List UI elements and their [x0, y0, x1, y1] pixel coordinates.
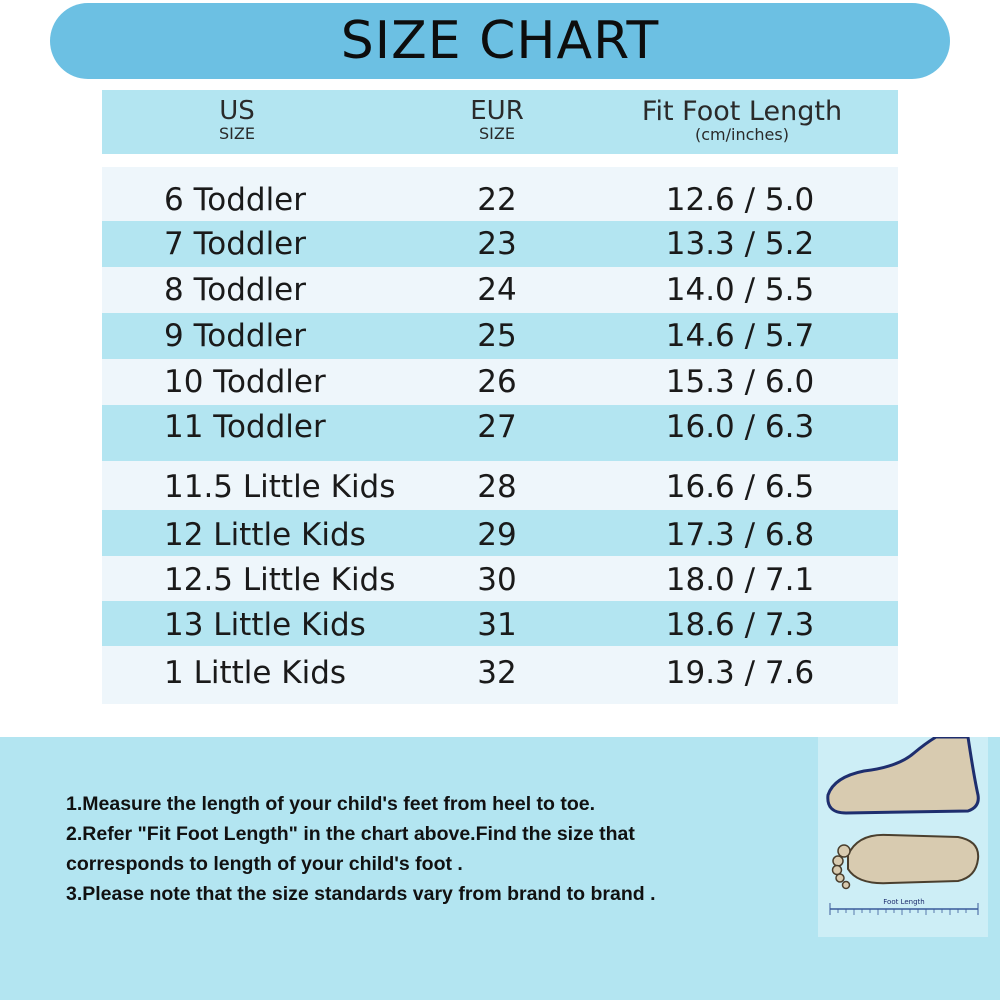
table-row	[102, 510, 898, 556]
foot-length-cell: 12.6 / 5.0	[665, 182, 815, 218]
instruction-line: 2.Refer "Fit Foot Length" in the chart above.Find the size that	[66, 823, 635, 845]
eur-size-cell: 26	[477, 364, 517, 400]
measurement-instructions	[66, 789, 796, 909]
foot-length-cell: 18.0 / 7.1	[665, 562, 815, 598]
header-fit-label: Fit Foot Length	[641, 96, 843, 127]
foot-length-cell: 16.6 / 6.5	[665, 469, 815, 505]
us-size-cell: 13 Little Kids	[164, 607, 366, 643]
foot-length-label: Foot Length	[883, 898, 925, 906]
eur-size-cell: 30	[477, 562, 517, 598]
foot-length-cell: 13.3 / 5.2	[665, 226, 815, 262]
eur-size-cell: 31	[477, 607, 517, 643]
table-row	[102, 167, 898, 221]
table-row	[102, 646, 898, 704]
header-us-label: US	[219, 96, 255, 126]
header-eur-sublabel: SIZE	[479, 124, 515, 143]
eur-size-cell: 27	[477, 409, 517, 445]
table-row	[102, 461, 898, 510]
table-row	[102, 556, 898, 601]
us-size-cell: 8 Toddler	[164, 272, 306, 308]
us-size-cell: 6 Toddler	[164, 182, 306, 218]
page-title: SIZE CHART	[340, 11, 660, 71]
foot-length-cell: 16.0 / 6.3	[665, 409, 815, 445]
us-size-cell: 12.5 Little Kids	[164, 562, 396, 598]
eur-size-cell: 28	[477, 469, 517, 505]
eur-size-cell: 25	[477, 318, 517, 354]
size-table	[102, 167, 898, 704]
eur-size-cell: 23	[477, 226, 517, 262]
eur-size-cell: 24	[477, 272, 517, 308]
foot-length-cell: 17.3 / 6.8	[665, 517, 815, 553]
us-size-cell: 10 Toddler	[164, 364, 326, 400]
title-banner	[50, 3, 950, 79]
header-fit-foot-length	[622, 98, 862, 143]
header-eur-label: EUR	[470, 96, 524, 126]
table-row	[102, 359, 898, 405]
foot-length-cell: 14.0 / 5.5	[665, 272, 815, 308]
instruction-line: 3.Please note that the size standards vary from brand to brand .	[66, 883, 656, 905]
foot-length-cell: 14.6 / 5.7	[665, 318, 815, 354]
us-size-cell: 7 Toddler	[164, 226, 306, 262]
foot-length-cell: 19.3 / 7.6	[665, 655, 815, 691]
eur-size-cell: 32	[477, 655, 517, 691]
us-size-cell: 9 Toddler	[164, 318, 306, 354]
table-row	[102, 405, 898, 461]
foot-length-cell: 15.3 / 6.0	[665, 364, 815, 400]
instruction-line: corresponds to length of your child's foot .	[66, 853, 463, 875]
table-header	[102, 90, 898, 154]
header-fit-sublabel: (cm/inches)	[695, 125, 789, 144]
eur-size-cell: 22	[477, 182, 517, 218]
table-row	[102, 221, 898, 267]
table-row	[102, 267, 898, 313]
instructions-panel	[0, 737, 1000, 1000]
table-row	[102, 313, 898, 359]
foot-measurement-illustration	[818, 737, 988, 937]
header-us-size	[187, 98, 287, 142]
us-size-cell: 11 Toddler	[164, 409, 326, 445]
header-us-sublabel: SIZE	[219, 124, 255, 143]
eur-size-cell: 29	[477, 517, 517, 553]
us-size-cell: 11.5 Little Kids	[164, 469, 396, 505]
us-size-cell: 1 Little Kids	[164, 655, 347, 691]
us-size-cell: 12 Little Kids	[164, 517, 366, 553]
header-eur-size	[447, 98, 547, 142]
foot-length-cell: 18.6 / 7.3	[665, 607, 815, 643]
table-row	[102, 601, 898, 646]
instruction-line: 1.Measure the length of your child's feet from heel to toe.	[66, 793, 596, 815]
